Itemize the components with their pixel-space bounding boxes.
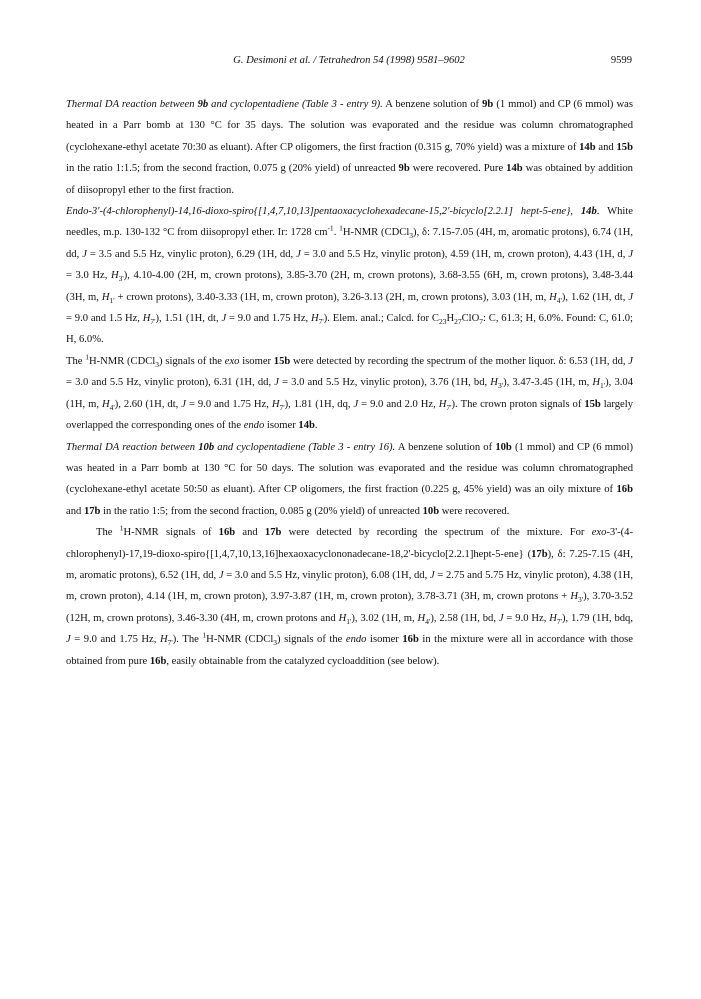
text-run: J (274, 377, 279, 389)
text-run: and cyclopentadiene (Table 3 - entry 16). (214, 441, 396, 453)
paragraph-endo-14b-characterization (66, 201, 633, 351)
text-run: J (628, 291, 634, 303)
text-run: -3'-(4-chlorophenyl)-17,19-dioxo-spiro{[1,4,7,10,13,16]hexaoxacyclononadecane-18,2'-bicyclo[2.2.1]hept-5-ene} ( (66, 527, 634, 560)
text-run: endo (243, 420, 265, 432)
text-run: H (310, 313, 319, 325)
text-run: = 9.0 Hz, (503, 612, 550, 624)
text-run: J (296, 248, 301, 260)
text-run: J (353, 398, 359, 410)
text-run: + crown protons), 3.40-3.33 (1H, m, crown proton), 3.26-3.13 (2H, m, crown protons), 3.03 (1H, m, (114, 291, 550, 303)
text-run: ), 3.70-3.52 (12H, m, crown protons), 3.46-3.30 (4H, m, crown protons and (66, 591, 634, 624)
text-run: The (96, 527, 120, 539)
text-run: 9b (197, 99, 209, 110)
text-run: 7' (446, 402, 452, 412)
text-run: ClO (461, 313, 480, 325)
text-run: ), 3.04 (1H, m, (66, 377, 634, 410)
text-run: ). Elem. anal.; Calcd. for C (323, 313, 439, 325)
text-run: 10b (198, 441, 215, 453)
text-run: = 3.0 and 5.5 Hz, vinylic proton), 6.08 (1H, dd, (223, 569, 430, 581)
text-run: H (446, 313, 455, 325)
text-run: = 9.0 and 1.75 Hz, (70, 634, 160, 646)
text-run: J (82, 248, 87, 260)
text-run: Thermal DA reaction between (66, 441, 199, 453)
text-run: isomer (239, 355, 274, 367)
text-run: were detected by recording the spectrum of the mother liquor. δ: 6.53 (1H, dd, (290, 355, 629, 367)
text-run: J (66, 634, 71, 646)
text-run: ). The crown proton signals of (451, 398, 585, 410)
text-run: H (438, 398, 447, 410)
text-run: in the mixture were all in accordance with those obtained from pure (66, 634, 633, 667)
text-run: ), 3.47-3.45 (1H, m, (503, 377, 593, 389)
text-run: 14b (298, 420, 315, 432)
text-run: H-NMR (CDCl (206, 634, 274, 646)
text-run: 17b (531, 548, 548, 560)
text-run: 27 (454, 317, 462, 327)
text-run: were recovered. Pure (409, 163, 507, 175)
text-run: H (549, 291, 557, 303)
text-run: isomer (264, 420, 299, 432)
text-run: ), 1.51 (1H, dt, (155, 313, 222, 325)
text-run: 3 (273, 638, 278, 648)
text-run: exo (591, 527, 607, 539)
text-run: 16b (149, 655, 167, 667)
text-run: = 3.0 and 5.5 Hz, vinylic proton), 4.59 (1H, m, crown proton), 4.43 (1H, d, (300, 248, 629, 260)
text-run: ), 4.10-4.00 (2H, m, crown protons), 3.85-3.70 (2H, m, crown protons), 3.68-3.55 (6H, m, crown protons), 3.48-3.44 (3H, m, (66, 270, 633, 303)
text-run: A benzene solution of (382, 99, 483, 110)
text-run: 9b (482, 99, 494, 110)
paragraph-16b-17b-nmr (66, 522, 633, 672)
text-run: 16b (402, 634, 419, 646)
text-run: = 3.5 and 5.5 Hz, vinylic proton), 6.29 (1H, dd, (86, 248, 297, 260)
article-body (66, 94, 633, 672)
text-run: were detected by recording the spectrum of the mixture. For (281, 527, 592, 539)
text-run: in the ratio 1:1.5; from the second fraction, 0.075 g (20% yield) of unreacted (66, 163, 399, 175)
text-run: 17b (264, 527, 282, 539)
text-run: ), 3.02 (1H, m, (351, 612, 418, 624)
text-run: Endo-3'-(4-chlorophenyl)-14,16-dioxo-spiro{[1,4,7,10,13]pentaoxacyclohexadecane-15,2'-bicyclo[2.2.1] hept-5-ene}, (66, 206, 581, 218)
text-run: largely overlapped the corresponding ones of the (66, 398, 633, 432)
text-run: -1 (327, 223, 334, 233)
text-run: J (221, 313, 227, 325)
text-run: H (549, 612, 557, 624)
text-run: H-NMR signals of (123, 527, 219, 539)
text-run: 7' (167, 638, 173, 648)
text-run: (1 mmol) and CP (6 mmol) was heated in a Parr bomb at 130 °C for 35 days. The solution was evaporated and the residue was column chromatographed (cyclohexane-ethyl acetate 70:30 as eluant). After CP oligomers, the first fraction (0.315 g, 70% yield) was a mixture of (66, 99, 633, 153)
text-run: exo (224, 355, 240, 367)
text-run: ), 1.81 (1H, dq, (284, 398, 354, 410)
text-run: J (628, 248, 634, 260)
text-run: H (570, 591, 579, 603)
running-head (66, 53, 632, 69)
text-run: J (628, 355, 633, 367)
text-run: ), 2.58 (1H, bd, (430, 612, 499, 624)
text-run: 17b (83, 505, 101, 517)
text-run: 1 (202, 630, 207, 640)
text-run: 1 (339, 223, 343, 233)
text-run: 3 (409, 231, 414, 241)
text-run: and (235, 527, 265, 539)
text-run: 9b (398, 163, 410, 175)
text-run: was obtained by addition of diisopropyl ether to the first fraction. (66, 163, 633, 196)
text-run: H (101, 398, 110, 410)
text-run: ), δ: 7.25-7.15 (4H, m, aromatic protons), 6.52 (1H, dd, (66, 548, 633, 581)
text-run: 1' (346, 616, 352, 626)
text-run: : C, 61.3; H, 6.0%. Found: C, 61.0; H, 6.0%. (66, 313, 633, 346)
text-run: endo (345, 634, 367, 646)
text-run: 15b (584, 398, 601, 410)
text-run: 4' (556, 295, 562, 305)
text-run: = 9.0 and 1.75 Hz, (226, 313, 311, 325)
text-run: ). The (172, 634, 203, 646)
text-run: H (417, 612, 426, 624)
text-run: H (592, 377, 601, 389)
text-run: in the ratio 1:5; from the second fraction, 0.085 g (20% yield) of unreacted (100, 505, 423, 517)
text-run: (1 mmol) and CP (6 mmol) was heated in a Parr bomb at 130 °C for 50 days. The solution was evaporated and the residue was column chromatographed (cyclohexane-ethyl acetate 50:50 as eluant). After CP oligomers, the first fraction (0.225 g, 45% yield) was an oily mixture of (66, 441, 633, 496)
text-run: ), 1.79 (1H, bdq, (562, 612, 633, 624)
text-run: J (498, 612, 504, 624)
text-run: H-NMR (CDCl (88, 355, 156, 367)
text-run: isomer (366, 634, 403, 646)
text-run: 7' (318, 317, 324, 327)
paragraph-thermal-da-10b (66, 437, 633, 523)
text-run: A benzene solution of (395, 441, 496, 453)
text-run: 15b (273, 355, 291, 367)
text-run: 14b (579, 141, 596, 153)
paragraph-thermal-da-9b (66, 94, 633, 201)
text-run: J (218, 569, 224, 581)
text-run: = 9.0 and 1.5 Hz, (66, 313, 143, 325)
text-run: 7' (150, 317, 156, 327)
text-run: 3' (118, 274, 124, 284)
text-run: ) signals of the (159, 355, 225, 367)
text-run: . (333, 227, 340, 239)
text-run: H (101, 291, 110, 303)
text-run: = 3.0 and 5.5 Hz, vinylic proton), 6.31 (1H, dd, (66, 377, 275, 389)
text-run: 7' (556, 616, 563, 626)
text-run: 7 (479, 317, 484, 327)
text-run: H (271, 398, 280, 410)
text-run: J (181, 398, 186, 410)
text-run: 16b (218, 527, 236, 539)
text-run: 14b (506, 163, 523, 175)
text-run: and (595, 141, 617, 153)
text-run: 23 (438, 317, 447, 327)
text-run: ), 1.62 (1H, dt, (561, 291, 629, 303)
text-run: and cyclopentadiene (Table 3 - entry 9). (208, 99, 383, 110)
text-run: 1 (119, 523, 124, 533)
text-run: The (66, 355, 86, 367)
text-run: ) signals of the (277, 634, 346, 646)
text-run: 3 (155, 359, 160, 369)
paragraph-exo-15b-nmr (66, 351, 633, 437)
text-run: ), 2.60 (1H, dt, (114, 398, 182, 410)
text-run: H-NMR (CDCl (342, 227, 410, 239)
text-run: J (429, 569, 435, 581)
text-run: ), δ: 7.15-7.05 (4H, m, aromatic protons), 6.74 (1H, dd, (66, 227, 633, 260)
text-run: were recovered. (439, 505, 510, 517)
text-run: 4' (109, 402, 115, 412)
text-run: 1 (85, 352, 89, 362)
text-run: = 3.0 Hz, (66, 270, 111, 282)
text-run: = 2.75 and 5.75 Hz, vinylic proton), 4.38 (1H, m, crown proton), 4.14 (1H, m, crown proton), 3.97-3.87 (1H, m, crown proton), 3.78-3.71 (3H, m, crown protons + (66, 569, 633, 603)
text-run: 16b (616, 484, 633, 496)
text-run: H (142, 313, 151, 325)
text-run: . White needles, m.p. 130-132 °C from diisopropyl ether. Ir: 1728 cm (66, 206, 633, 239)
text-run: H (159, 634, 168, 646)
text-run: = 3.0 and 5.5 Hz, vinylic proton), 3.76 (1H, bd, (278, 377, 491, 389)
text-run: 14b (580, 206, 597, 218)
text-run: 10b (422, 505, 440, 517)
text-run: 1' (109, 295, 115, 305)
text-run: Thermal DA reaction between (66, 99, 198, 110)
text-run: 10b (495, 441, 512, 453)
page-number: 9599 (610, 55, 632, 66)
text-run: H (338, 612, 347, 624)
text-run: = 9.0 and 2.0 Hz, (358, 398, 439, 410)
text-run: 3' (497, 381, 504, 391)
text-run: and (66, 505, 84, 517)
text-run: 7' (279, 402, 285, 412)
text-run: , easily obtainable from the catalyzed cycloaddition (see below). (166, 655, 440, 667)
text-run: 1' (600, 381, 606, 391)
text-run: 15b (616, 141, 633, 153)
text-run: . (314, 420, 318, 432)
running-title: G. Desimoni et al. / Tetrahedron 54 (1998) 9581–9602 (233, 55, 465, 66)
text-run: 4' (425, 616, 431, 626)
text-run: = 9.0 and 1.75 Hz, (185, 398, 272, 410)
text-run: H (490, 377, 498, 389)
text-run: H (110, 270, 119, 282)
text-run: 3' (578, 595, 584, 605)
